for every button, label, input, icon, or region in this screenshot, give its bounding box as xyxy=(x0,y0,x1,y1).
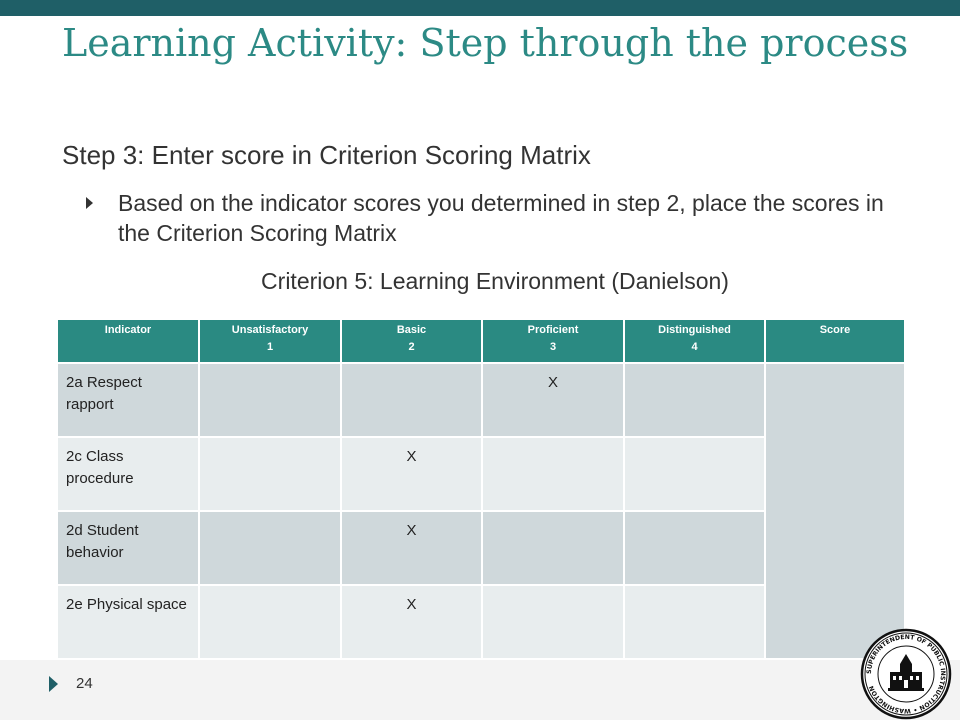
unsatisfactory-cell[interactable] xyxy=(199,437,341,511)
indicator-cell: 2e Physical space xyxy=(57,585,199,659)
distinguished-cell[interactable] xyxy=(624,363,765,437)
footer-bar xyxy=(0,660,960,720)
slide-title: Learning Activity: Step through the process xyxy=(62,21,909,65)
page-number: 24 xyxy=(76,675,93,692)
table-row xyxy=(57,363,905,437)
bullet-point xyxy=(86,188,886,248)
proficient-cell[interactable] xyxy=(482,511,624,585)
header-score: Score xyxy=(765,319,905,363)
unsatisfactory-cell[interactable] xyxy=(199,511,341,585)
unsatisfactory-cell[interactable] xyxy=(199,585,341,659)
header-basic: Basic 2 xyxy=(341,319,482,363)
state-seal-icon xyxy=(860,628,952,720)
indicator-cell: 2d Student behavior xyxy=(57,511,199,585)
proficient-cell[interactable]: X xyxy=(482,363,624,437)
indicator-cell: 2a Respect rapport xyxy=(57,363,199,437)
indicator-cell: 2c Class procedure xyxy=(57,437,199,511)
page-arrow-icon xyxy=(49,676,58,692)
distinguished-cell[interactable] xyxy=(624,511,765,585)
proficient-cell[interactable] xyxy=(482,585,624,659)
distinguished-cell[interactable] xyxy=(624,585,765,659)
header-indicator: Indicator xyxy=(57,319,199,363)
basic-cell[interactable]: X xyxy=(341,511,482,585)
basic-cell[interactable]: X xyxy=(341,585,482,659)
distinguished-cell[interactable] xyxy=(624,437,765,511)
header-row xyxy=(57,319,905,363)
score-cell[interactable] xyxy=(765,363,905,659)
top-accent-bar xyxy=(0,0,960,16)
proficient-cell[interactable] xyxy=(482,437,624,511)
header-distinguished: Distinguished 4 xyxy=(624,319,765,363)
unsatisfactory-cell[interactable] xyxy=(199,363,341,437)
bullet-text: Based on the indicator scores you determined in step 2, place the scores in the Criterion Scoring Matrix xyxy=(118,190,884,246)
seal-ring-text: SUPERINTENDENT OF PUBLIC INSTRUCTION • WASHINGTON xyxy=(865,633,947,715)
criterion-scoring-matrix xyxy=(56,318,906,660)
header-unsatisfactory: Unsatisfactory 1 xyxy=(199,319,341,363)
bullet-arrow-icon xyxy=(86,197,93,209)
basic-cell[interactable] xyxy=(341,363,482,437)
criterion-title: Criterion 5: Learning Environment (Danielson) xyxy=(261,268,729,294)
step-heading: Step 3: Enter score in Criterion Scoring Matrix xyxy=(62,140,591,170)
header-proficient: Proficient 3 xyxy=(482,319,624,363)
basic-cell[interactable]: X xyxy=(341,437,482,511)
